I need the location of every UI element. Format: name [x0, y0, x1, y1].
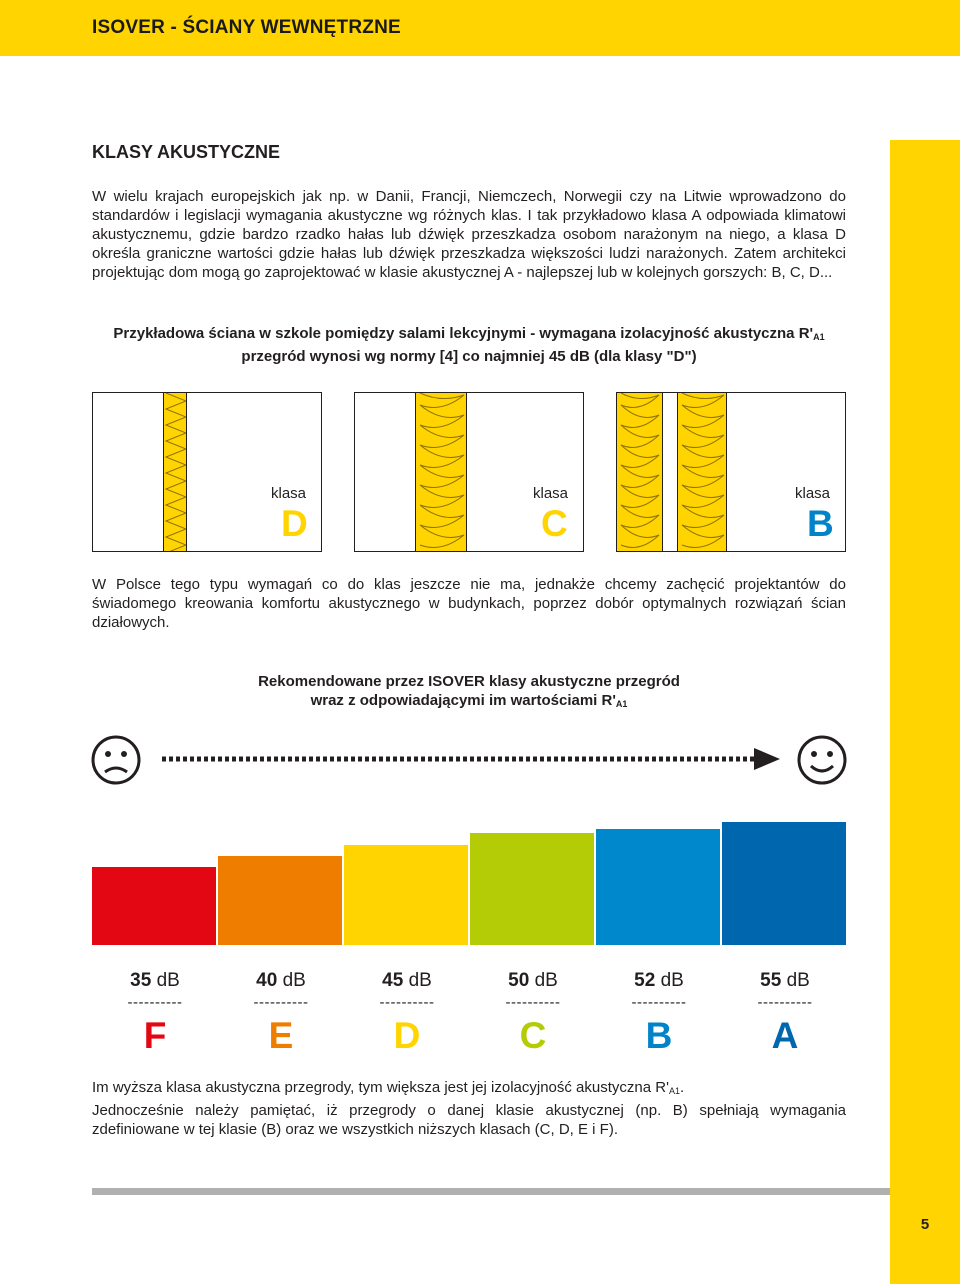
db-number: 45 — [382, 970, 404, 991]
class-letter: F — [143, 1015, 167, 1056]
db-unit: dB — [781, 970, 810, 991]
recommend-line1: Rekomendowane przez ISOVER klasy akustyczne przegród — [258, 673, 680, 690]
recommend-title — [92, 672, 846, 714]
db-unit: dB — [529, 970, 558, 991]
dash-separator: ---------- — [127, 994, 183, 1011]
class-bar-C — [470, 833, 594, 945]
db-number: 52 — [634, 970, 656, 991]
class-column-F — [107, 970, 203, 1057]
wall-class-letter: C — [541, 503, 568, 544]
dash-separator: ---------- — [757, 994, 813, 1011]
class-letter: B — [645, 1015, 673, 1056]
class-letter: A — [771, 1015, 799, 1056]
class-column-C — [485, 970, 581, 1057]
db-unit: dB — [403, 970, 432, 991]
db-value-label — [107, 970, 203, 992]
dash-separator: ---------- — [505, 994, 561, 1011]
db-value-label — [485, 970, 581, 992]
insulation-layer — [415, 393, 467, 551]
class-bar-E — [218, 856, 342, 945]
bottom-line1-sub: A1 — [668, 1086, 680, 1096]
happy-face-icon — [796, 734, 848, 786]
class-bar-F — [92, 867, 216, 945]
bottom-paragraph — [92, 1078, 846, 1139]
wall-klasa-label: klasa — [795, 485, 831, 502]
recommend-line2: wraz z odpowiadającymi im wartościami R' — [310, 692, 616, 709]
bottom-line1: Im wyższa klasa akustyczna przegrody, tym większa jest jej izolacyjność akustyczna R' — [92, 1079, 669, 1096]
wall-klasa-label: klasa — [533, 485, 569, 502]
recommend-line2-sub: A1 — [615, 699, 628, 709]
insulation-pattern — [164, 393, 187, 551]
section-title: KLASY AKUSTYCZNE — [92, 142, 281, 162]
insulation-layer-right — [677, 393, 727, 551]
db-value-label — [737, 970, 833, 992]
class-letter: D — [393, 1015, 421, 1056]
class-column-D — [359, 970, 455, 1057]
db-number: 50 — [508, 970, 530, 991]
bottom-line1-end: . — [679, 1079, 685, 1096]
db-value-label — [233, 970, 329, 992]
db-number: 55 — [760, 970, 782, 991]
class-column-A — [737, 970, 833, 1057]
class-letter: C — [519, 1015, 547, 1056]
header-title: ISOVER - ŚCIANY WEWNĘTRZNE — [92, 17, 401, 38]
db-unit: dB — [151, 970, 180, 991]
side-accent-bar — [890, 140, 960, 1284]
dash-separator: ---------- — [253, 994, 309, 1011]
insulation-layer — [163, 393, 187, 551]
db-number: 40 — [256, 970, 278, 991]
class-column-B — [611, 970, 707, 1057]
wall-caption — [92, 324, 846, 367]
db-value-label — [359, 970, 455, 992]
insulation-layer-left — [617, 393, 663, 551]
db-value-label — [611, 970, 707, 992]
intro-paragraph: W wielu krajach europejskich jak np. w Danii, Francji, Niemczech, Norwegii czy na Litwie wprowadzono do standardów i legislacji wymagania akustyczne wg różnych klas. I tak przykładowo klasa A odpowiada klimatowi akustycznemu, gdzie bardzo rzadko hałas lub dźwięk przeszkadza osobom narażonym na niego, a klasa D określa graniczne wartości gdzie hałas lub dźwięk przeszkadza większości ludzi narażonych. Zatem architekci projektując dom mogą go zaprojektować w klasie akustycznej A - najlepszej lub w kolejnych gorszych: B, C, D... — [92, 188, 846, 281]
outro-paragraph: W Polsce tego typu wymagań co do klas jeszcze nie ma, jednakże chcemy zachęcić projektantów do świadomego kreowania komfortu akustycznego w budynkach, poprzez dobór optymalnych rozwiązań ścian działowych. — [92, 576, 846, 631]
class-column-E — [233, 970, 329, 1057]
caption-line1: Przykładowa ściana w szkole pomiędzy salami lekcyjnymi - wymagana izolacyjność akustyczna R' — [113, 325, 814, 342]
insulation-pattern — [416, 393, 467, 551]
db-number: 35 — [130, 970, 152, 991]
wall-class-letter: B — [807, 503, 834, 544]
insulation-pattern — [617, 393, 663, 551]
page-number: 5 — [920, 1216, 930, 1233]
caption-line2: przegród wynosi wg normy [4] co najmniej 45 dB (dla klasy "D") — [241, 348, 697, 365]
wall-klasa-label: klasa — [271, 485, 307, 502]
dotted-arrow-icon — [160, 746, 784, 772]
footer-rule — [92, 1188, 890, 1195]
wall-diagram-c — [354, 392, 584, 552]
dash-separator: ---------- — [379, 994, 435, 1011]
class-bar-D — [344, 845, 468, 946]
class-bar-B — [596, 829, 720, 945]
caption-line1-sub: A1 — [813, 332, 825, 342]
dash-separator: ---------- — [631, 994, 687, 1011]
class-bar-A — [722, 822, 846, 945]
wall-diagram-d — [92, 392, 322, 552]
bottom-line2: Jednocześnie należy pamiętać, iż przegrody o danej klasie akustycznej (np. B) spełniają wymagania zdefiniowane w tej klasie (B) oraz we wszystkich niższych klasach (C, D, E i F). — [92, 1102, 846, 1138]
class-letter: E — [268, 1015, 294, 1056]
db-unit: dB — [277, 970, 306, 991]
insulation-pattern — [678, 393, 727, 551]
db-unit: dB — [655, 970, 684, 991]
sad-face-icon — [90, 734, 142, 786]
wall-diagram-b — [616, 392, 846, 552]
wall-class-letter: D — [281, 503, 308, 544]
